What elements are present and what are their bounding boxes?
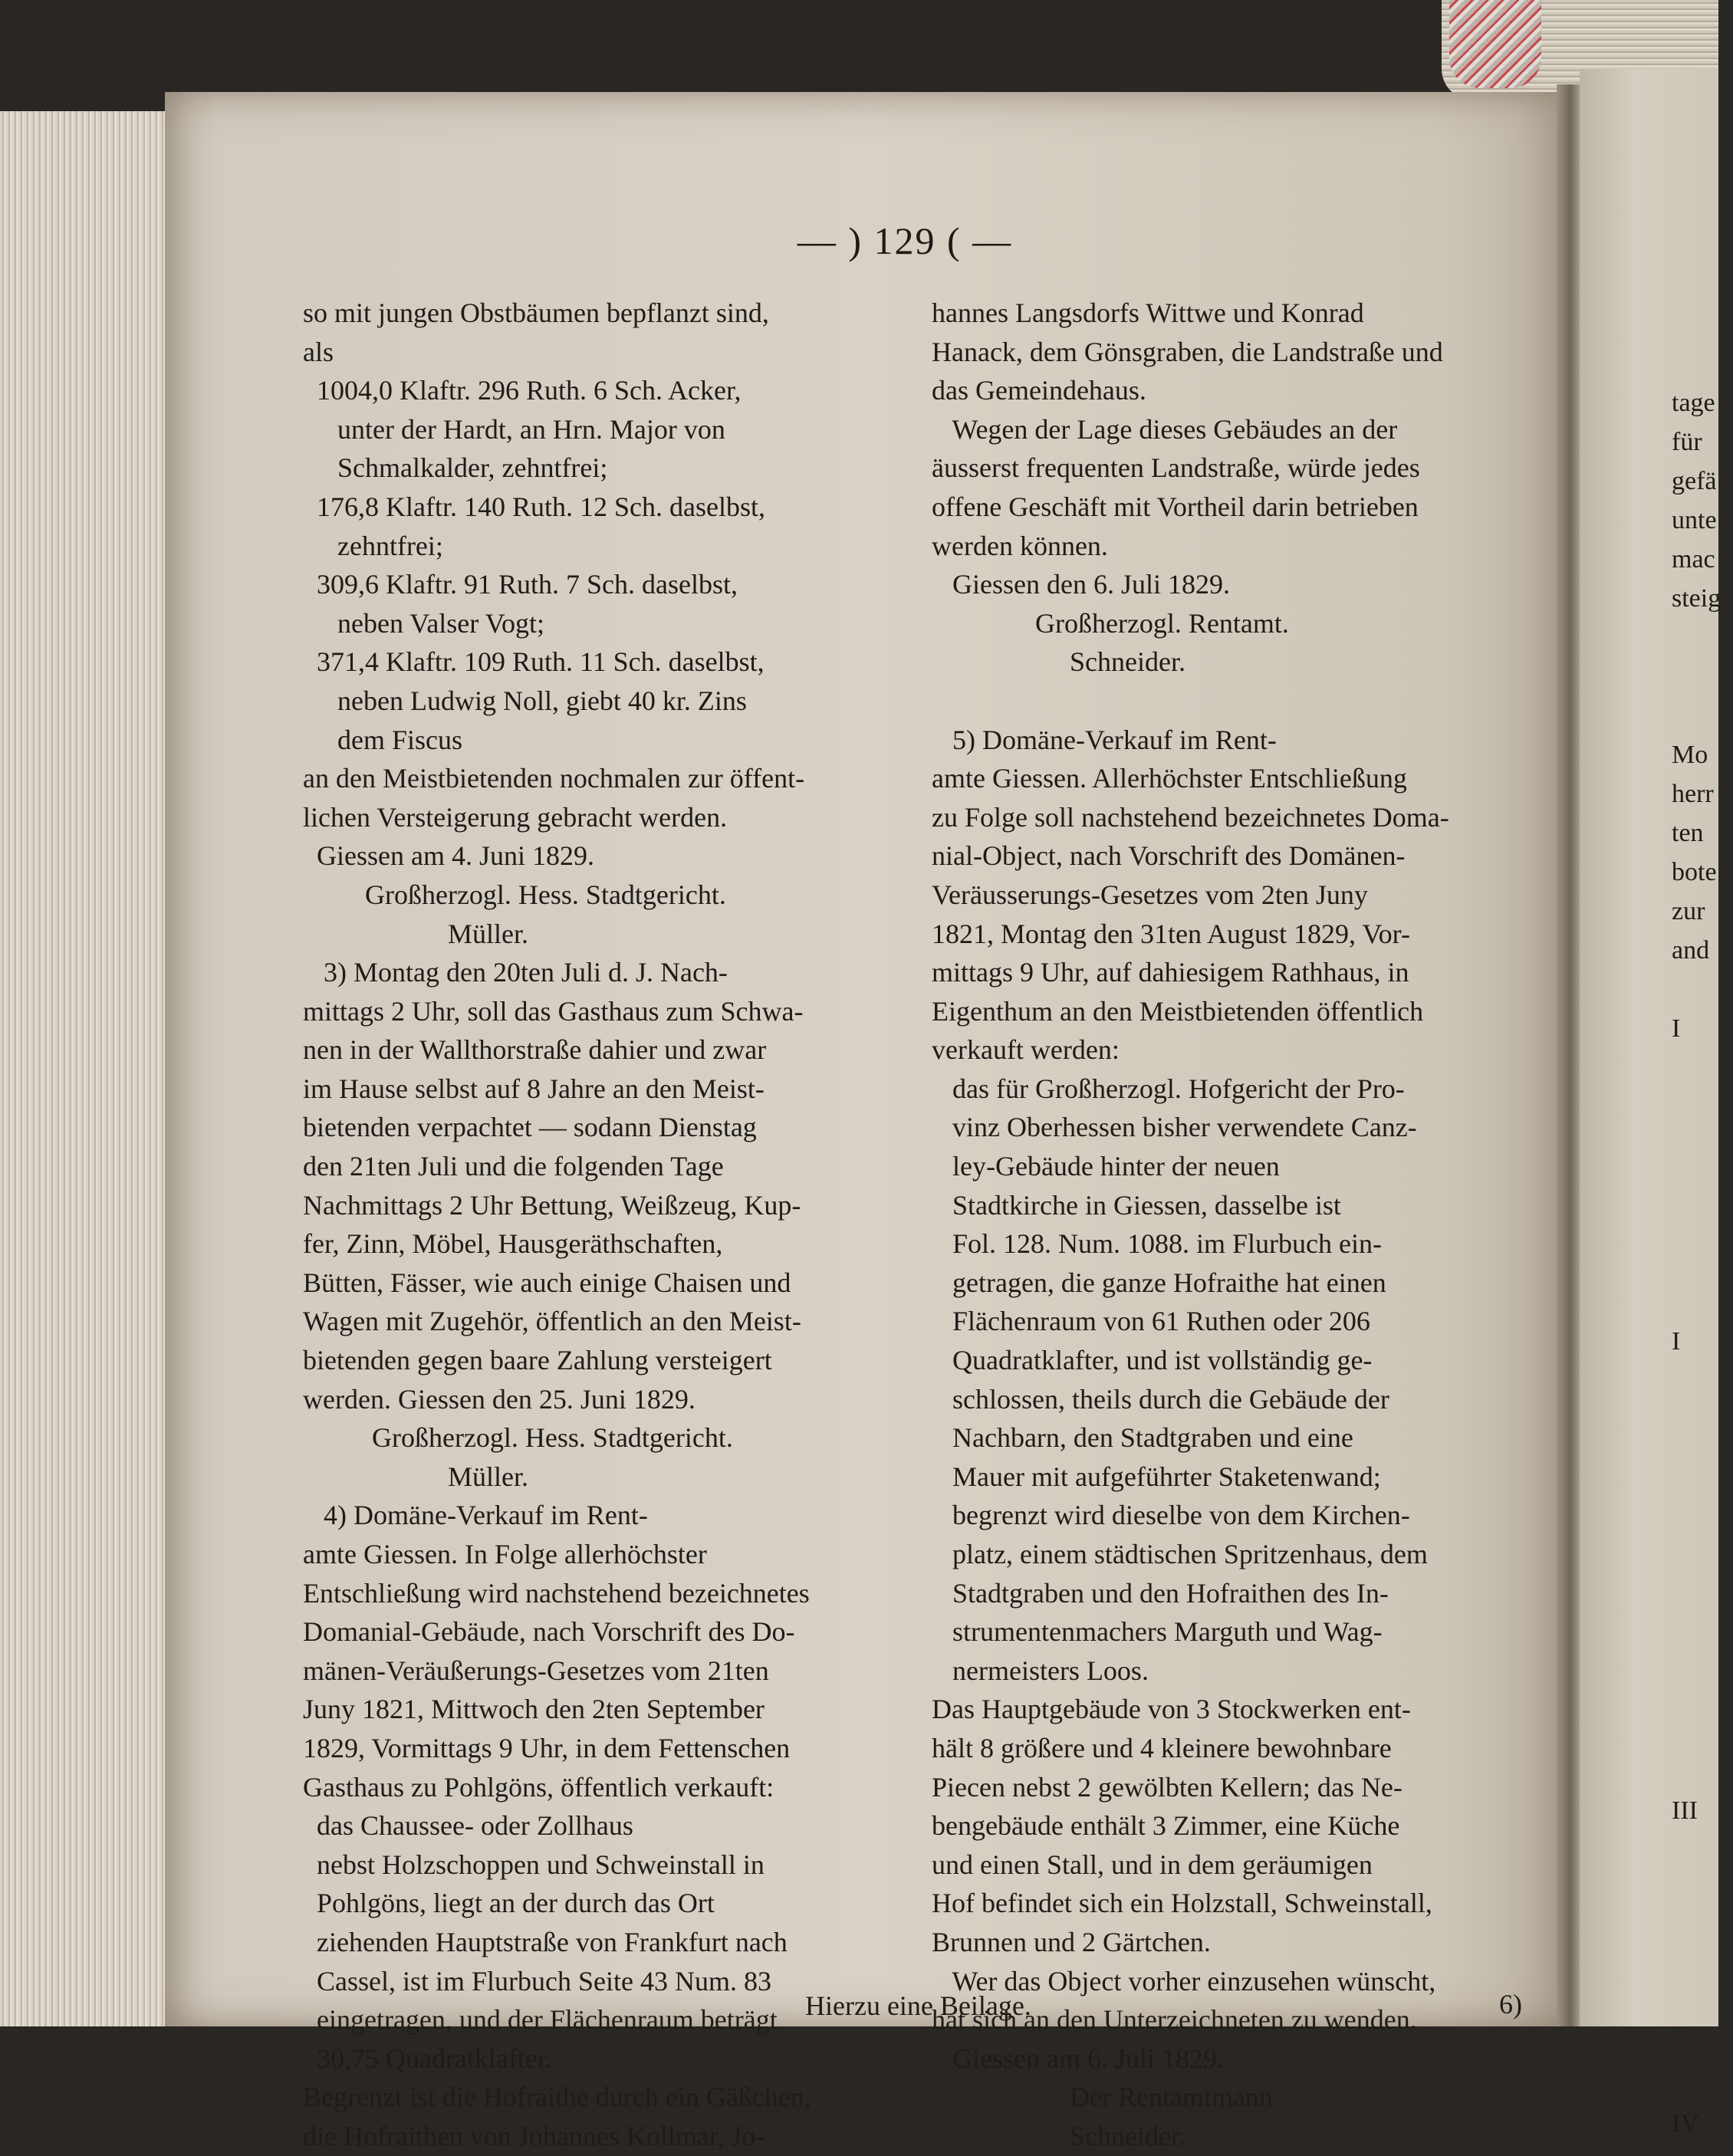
fragment-line	[1672, 1517, 1733, 1556]
text-line: nial-Object, nach Vorschrift des Domänen-	[932, 840, 1406, 872]
text-line: Begrenzt ist die Hofraithe durch ein Gäßchen,	[303, 2082, 811, 2113]
text-line: das für Großherzogl. Hofgericht der Pro-	[932, 1073, 1405, 1104]
text-line: Schmalkalder, zehntfrei;	[303, 452, 608, 484]
text-line: Veräusserungs-Gesetzes vom 2ten Juny	[932, 879, 1368, 910]
text-line: lichen Versteigerung gebracht werden.	[303, 801, 728, 833]
text-line: 30,75 Quadratklafter.	[303, 2043, 552, 2074]
text-line: 3) Montag den 20ten Juli d. J. Nach-	[303, 957, 728, 988]
fragment-line	[1672, 1947, 1733, 1987]
text-line: Der Rentamtmann	[932, 2082, 1273, 2113]
text-line: eingetragen, und der Flächenraum beträgt	[303, 2004, 778, 2036]
text-line: amte Giessen. In Folge allerhöchster	[303, 1539, 707, 1569]
fragment-line	[1672, 1713, 1733, 1752]
text-line: als	[303, 336, 334, 367]
fragment-line	[1672, 1361, 1733, 1400]
text-line: das Gemeindehaus.	[932, 375, 1146, 406]
signature-mark: 6)	[1499, 1989, 1522, 2020]
next-page-text-fragment	[1672, 383, 1733, 2143]
text-line: fer, Zinn, Möbel, Hausgeräthschaften,	[303, 1228, 723, 1260]
text-line: bietenden verpachtet — sodann Dienstag	[303, 1112, 757, 1143]
fragment-line	[1672, 1596, 1733, 1635]
text-line: Schneider.	[932, 2120, 1185, 2151]
fragment-line	[1672, 2065, 1733, 2104]
text-line: und einen Stall, und in dem geräumigen	[932, 1849, 1373, 1880]
text-line: Hof befindet sich ein Holzstall, Schweinstall,	[932, 1888, 1432, 1919]
text-line: Das Hauptgebäude von 3 Stockwerken ent-	[932, 1694, 1411, 1725]
text-line: Giessen am 4. Juni 1829.	[303, 840, 594, 872]
text-line: mittags 2 Uhr, soll das Gasthaus zum Schwa-	[303, 995, 804, 1027]
text-line: Großherzogl. Hess. Stadtgericht.	[303, 879, 726, 910]
text-line: schlossen, theils durch die Gebäude der	[932, 1383, 1389, 1415]
text-line: verkauft werden:	[932, 1034, 1120, 1066]
fragment-line	[1672, 1048, 1733, 1087]
text-line: Giessen am 6. Juli 1829.	[932, 2043, 1224, 2074]
text-line: Entschließung wird nachstehend bezeichnetes	[303, 1577, 810, 1609]
text-line: ziehenden Hauptstraße von Frankfurt nach	[303, 1926, 788, 1957]
text-line: amte Giessen. Allerhöchster Entschließung	[932, 763, 1407, 794]
text-line: bietenden gegen baare Zahlung versteigert	[303, 1345, 772, 1376]
fragment-line	[1672, 1869, 1733, 1908]
text-line: äusserst frequenten Landstraße, würde jedes	[932, 452, 1420, 484]
text-line: mittags 9 Uhr, auf dahiesigem Rathhaus, in	[932, 957, 1409, 988]
text-line: Juny 1821, Mittwoch den 2ten September	[303, 1694, 765, 1725]
fragment-line	[1672, 618, 1733, 657]
fragment-line: gefä	[1672, 467, 1717, 495]
fragment-line: ten	[1672, 819, 1704, 847]
text-line: hannes Langsdorfs Wittwe und Konrad	[932, 297, 1364, 328]
fragment-line	[1672, 1244, 1733, 1283]
text-line: Bütten, Fässer, wie auch einige Chaisen und	[303, 1267, 791, 1298]
fragment-line	[1672, 1478, 1733, 1517]
text-line: Pohlgöns, liegt an der durch das Ort	[303, 1888, 715, 1919]
fragment-line	[1672, 1283, 1733, 1322]
text-line: Cassel, ist im Flurbuch Seite 43 Num. 83	[303, 1965, 771, 1997]
fragment-line	[1672, 2026, 1733, 2065]
text-line: unter der Hardt, an Hrn. Major von	[303, 413, 725, 445]
text-line: Piecen nebst 2 gewölbten Kellern; das Ne-	[932, 1771, 1403, 1803]
fragment-line: I	[1672, 1327, 1681, 1356]
text-line: an den Meistbietenden nochmalen zur öffent-	[303, 763, 805, 794]
text-line: strumentenmachers Marguth und Wag-	[932, 1616, 1383, 1648]
fragment-line	[1672, 657, 1733, 696]
text-line: das Chaussee- oder Zollhaus	[303, 1810, 633, 1842]
text-line: den 21ten Juli und die folgenden Tage	[303, 1151, 724, 1182]
text-line: 5) Domäne-Verkauf im Rent-	[932, 724, 1277, 755]
text-line: ley-Gebäude hinter der neuen	[932, 1151, 1280, 1182]
text-line: Wer das Object vorher einzusehen wünscht,	[932, 1965, 1436, 1997]
text-line: 1829, Vormittags 9 Uhr, in dem Fettenschen	[303, 1732, 791, 1763]
left-page-edges	[0, 111, 176, 2026]
text-line: Mauer mit aufgeführter Staketenwand;	[932, 1461, 1381, 1492]
fragment-line	[1672, 1830, 1733, 1869]
text-line: Schneider.	[932, 646, 1185, 678]
fragment-line: I	[1672, 1014, 1681, 1043]
text-line: neben Valser Vogt;	[303, 607, 544, 639]
fragment-line	[1672, 1556, 1733, 1596]
text-line: Eigenthum an den Meistbietenden öffentlich	[932, 995, 1424, 1027]
text-line: bengebäude enthält 3 Zimmer, eine Küche	[932, 1810, 1400, 1842]
text-line	[932, 682, 1534, 721]
text-line: Nachbarn, den Stadtgraben und eine	[932, 1422, 1353, 1454]
left-text-column	[303, 294, 916, 2156]
text-line: 309,6 Klaftr. 91 Ruth. 7 Sch. daselbst,	[303, 569, 738, 600]
fragment-line: bote	[1672, 858, 1717, 886]
text-line: begrenzt wird dieselbe von dem Kirchen-	[932, 1500, 1410, 1531]
text-line: Hanack, dem Gönsgraben, die Landstraße und	[932, 336, 1443, 367]
fragment-line	[1672, 1400, 1733, 1439]
text-line: Quadratklafter, und ist vollständig ge-	[932, 1345, 1373, 1376]
fragment-line	[1672, 1165, 1733, 1205]
text-line: Giessen den 6. Juli 1829.	[932, 569, 1230, 600]
fragment-line	[1672, 1087, 1733, 1126]
fragment-line: für	[1672, 428, 1702, 456]
fragment-line	[1672, 1908, 1733, 1947]
text-line: 1004,0 Klaftr. 296 Ruth. 6 Sch. Acker,	[303, 375, 742, 406]
text-line: zu Folge soll nachstehend bezeichnetes Doma-	[932, 801, 1449, 833]
text-line: neben Ludwig Noll, giebt 40 kr. Zins	[303, 685, 747, 716]
book-gutter	[1557, 84, 1580, 2026]
page-number-header: — ) 129 ( —	[797, 219, 1013, 262]
text-line: werden. Giessen den 25. Juni 1829.	[303, 1383, 696, 1415]
text-line: Domanial-Gebäude, nach Vorschrift des Do-	[303, 1616, 795, 1648]
fragment-line: unte	[1672, 506, 1717, 534]
text-line: nen in der Wallthorstraße dahier und zwar	[303, 1034, 767, 1066]
text-line: vinz Oberhessen bisher verwendete Canz-	[932, 1112, 1417, 1143]
text-line: Großherzogl. Rentamt.	[932, 607, 1289, 639]
text-line: platz, einem städtischen Spritzenhaus, dem	[932, 1539, 1428, 1569]
text-line: Großherzogl. Hess. Stadtgericht.	[303, 1422, 733, 1454]
fragment-line	[1672, 1674, 1733, 1713]
fragment-line: mac	[1672, 545, 1715, 574]
fragment-line: IV	[1672, 2109, 1699, 2138]
text-line: 4) Domäne-Verkauf im Rent-	[303, 1500, 648, 1531]
fragment-line: III	[1672, 1796, 1698, 1825]
text-line: im Hause selbst auf 8 Jahre an den Meist-	[303, 1073, 765, 1104]
text-line: dem Fiscus	[303, 724, 463, 755]
fragment-line	[1672, 1126, 1733, 1165]
text-line: zehntfrei;	[303, 530, 443, 561]
fragment-line: steig	[1672, 584, 1721, 613]
fragment-line: and	[1672, 936, 1710, 965]
fragment-line	[1672, 1635, 1733, 1674]
fragment-line	[1672, 1205, 1733, 1244]
text-line: 176,8 Klaftr. 140 Ruth. 12 Sch. daselbst,	[303, 491, 765, 522]
fragment-line	[1672, 1439, 1733, 1478]
text-line: Wegen der Lage dieses Gebäudes an der	[932, 413, 1398, 445]
text-line: getragen, die ganze Hofraithe hat einen	[932, 1267, 1386, 1298]
text-line: 1821, Montag den 31ten August 1829, Vor-	[932, 918, 1410, 949]
text-line: offene Geschäft mit Vortheil darin betrieben	[932, 491, 1419, 522]
text-line: Stadtgraben und den Hofraithen des In-	[932, 1577, 1389, 1609]
text-line: Fol. 128. Num. 1088. im Flurbuch ein-	[932, 1228, 1382, 1260]
text-line: werden können.	[932, 530, 1108, 561]
fragment-line	[1672, 696, 1733, 735]
footer-note: Hierzu eine Beilage.	[805, 1990, 1031, 2021]
text-line: mänen-Veräußerungs-Gesetzes vom 21ten	[303, 1655, 769, 1686]
fragment-line: Mo	[1672, 741, 1708, 769]
text-line: Wagen mit Zugehör, öffentlich an den Meist-	[303, 1306, 801, 1337]
text-line: hat sich an den Unterzeichneten zu wenden.	[932, 2004, 1417, 2036]
text-line: Gasthaus zu Pohlgöns, öffentlich verkauft:	[303, 1771, 774, 1803]
bookmark-ribbon	[1449, 0, 1541, 88]
fragment-line: zur	[1672, 897, 1705, 925]
text-line: nebst Holzschoppen und Schweinstall in	[303, 1849, 765, 1880]
text-line: nermeisters Loos.	[932, 1655, 1149, 1686]
text-line: Stadtkirche in Giessen, dasselbe ist	[932, 1189, 1341, 1221]
text-line: Müller.	[303, 1461, 528, 1492]
text-line: so mit jungen Obstbäumen bepflanzt sind,	[303, 297, 769, 328]
text-line: 371,4 Klaftr. 109 Ruth. 11 Sch. daselbst,	[303, 646, 765, 678]
fragment-line	[1672, 1752, 1733, 1791]
text-line: Nachmittags 2 Uhr Bettung, Weißzeug, Kup-	[303, 1189, 801, 1221]
text-line: Flächenraum von 61 Ruthen oder 206	[932, 1306, 1370, 1337]
text-line: Müller.	[303, 918, 528, 949]
fragment-line: tage	[1672, 389, 1715, 417]
text-line: hält 8 größere und 4 kleinere bewohnbare	[932, 1732, 1392, 1763]
fragment-line: herr	[1672, 780, 1714, 808]
fragment-line	[1672, 970, 1733, 1009]
text-line: Brunnen und 2 Gärtchen.	[932, 1926, 1211, 1957]
text-line: die Hofraithen von Johannes Kollmar, Jo-	[303, 2120, 765, 2151]
right-text-column	[932, 294, 1534, 2156]
fragment-line	[1672, 1987, 1733, 2026]
